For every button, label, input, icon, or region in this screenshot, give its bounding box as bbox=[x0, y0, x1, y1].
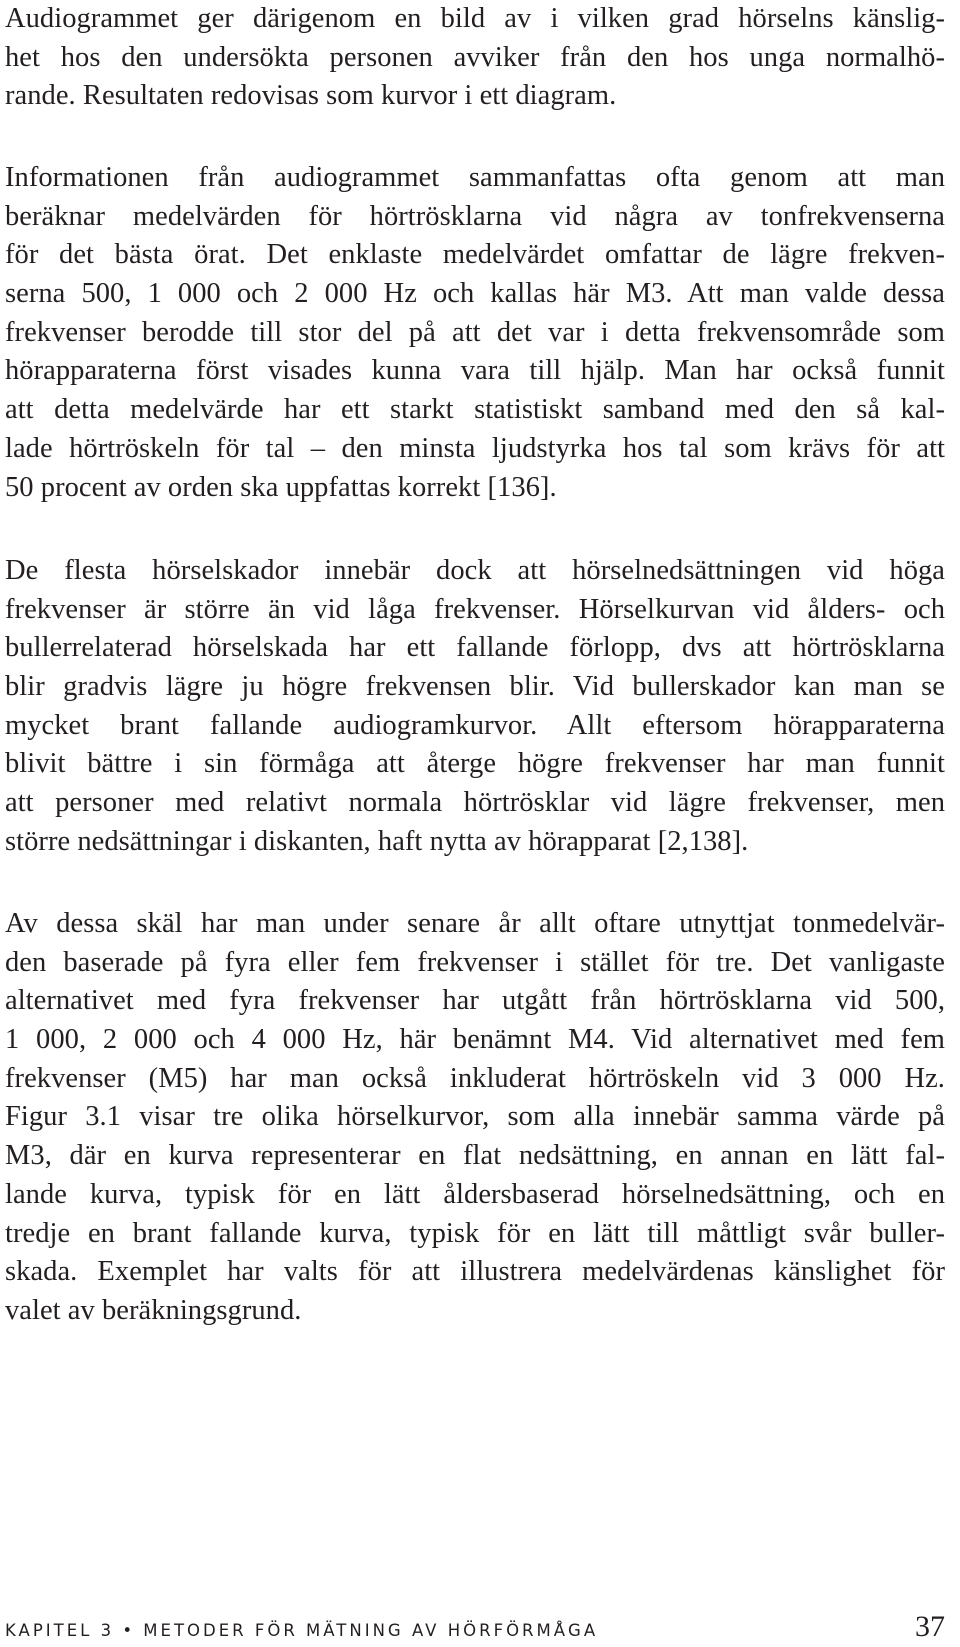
body-paragraph-2 bbox=[5, 159, 945, 507]
text-line: för det bästa örat. Det enklaste medelvärdet omfattar de lägre frekven- bbox=[5, 239, 945, 271]
text-line: De flesta hörselskador innebär dock att hörselnedsättningen vid höga bbox=[5, 555, 945, 586]
text-line: Av dessa skäl har man under senare år allt oftare utnyttjat tonmedelvär- bbox=[5, 908, 945, 939]
text-line: hörapparaterna först visades kunna vara till hjälp. Man har också funnit bbox=[5, 355, 945, 387]
text-line: het hos den undersökta personen avviker från den hos unga normalhö- bbox=[5, 41, 945, 73]
text-line: att personer med relativt normala hörtrösklar vid lägre frekvenser, men bbox=[5, 787, 945, 819]
text-line: mycket brant fallande audiogramkurvor. Allt eftersom hörapparaterna bbox=[5, 709, 945, 741]
text-line: större nedsättningar i diskanten, haft nytta av hörapparat [2,138]. bbox=[5, 825, 749, 857]
text-line: rande. Resultaten redovisas som kurvor i ett diagram. bbox=[5, 80, 617, 112]
text-line: tredje en brant fallande kurva, typisk för en lätt till måttligt svår buller- bbox=[5, 1217, 945, 1249]
text-line: Figur 3.1 visar tre olika hörselkurvor, som alla innebär samma värde på bbox=[5, 1101, 945, 1133]
text-line: lade hörtröskeln för tal – den minsta ljudstyrka hos tal som krävs för att bbox=[5, 432, 945, 464]
text-line: blivit bättre i sin förmåga att återge högre frekvenser har man funnit bbox=[5, 748, 945, 780]
text-line: serna 500, 1 000 och 2 000 Hz och kallas här M3. Att man valde dessa bbox=[5, 278, 945, 310]
text-line: Audiogrammet ger därigenom en bild av i vilken grad hörselns känslig- bbox=[5, 3, 945, 34]
text-line: skada. Exemplet har valts för att illustrera medelvärdenas känslighet för bbox=[5, 1256, 945, 1288]
text-line: lande kurva, typisk för en lätt åldersbaserad hörselnedsättning, och en bbox=[5, 1178, 945, 1210]
text-line: bullerrelaterad hörselskada har ett fallande förlopp, dvs att hörtrösklarna bbox=[5, 632, 945, 664]
text-line: frekvenser är större än vid låga frekvenser. Hörselkurvan vid ålders- och bbox=[5, 593, 945, 625]
running-head: KAPITEL 3 • METODER FÖR MÄTNING AV HÖRFÖRMÅGA bbox=[5, 1621, 599, 1640]
page-number: 37 bbox=[915, 1610, 945, 1643]
text-line: att detta medelvärde har ett starkt statistiskt samband med den så kal- bbox=[5, 394, 945, 426]
body-paragraph-3 bbox=[5, 552, 945, 862]
text-line: M3, där en kurva representerar en flat nedsättning, en annan en lätt fal- bbox=[5, 1140, 945, 1172]
text-line: 50 procent av orden ska uppfattas korrekt [136]. bbox=[5, 471, 557, 503]
text-line: valet av beräkningsgrund. bbox=[5, 1294, 302, 1326]
text-line: frekvenser (M5) har man också inkluderat hörtröskeln vid 3 000 Hz. bbox=[5, 1062, 945, 1094]
text-line: beräknar medelvärden för hörtrösklarna vid några av tonfrekvenserna bbox=[5, 200, 945, 232]
text-line: Informationen från audiogrammet sammanfattas ofta genom att man bbox=[5, 162, 945, 193]
body-paragraph-4 bbox=[5, 905, 945, 1331]
text-line: alternativet med fyra frekvenser har utgått från hörtrösklarna vid 500, bbox=[5, 985, 945, 1017]
text-line: 1 000, 2 000 och 4 000 Hz, här benämnt M4. Vid alternativet med fem bbox=[5, 1024, 945, 1056]
text-line: blir gradvis lägre ju högre frekvensen blir. Vid bullerskador kan man se bbox=[5, 671, 945, 703]
page-footer bbox=[5, 1607, 945, 1647]
text-line: den baserade på fyra eller fem frekvenser i stället för tre. Det vanligaste bbox=[5, 946, 945, 978]
text-line: frekvenser berodde till stor del på att det var i detta frekvensområde som bbox=[5, 316, 945, 348]
body-paragraph-1 bbox=[5, 0, 945, 116]
